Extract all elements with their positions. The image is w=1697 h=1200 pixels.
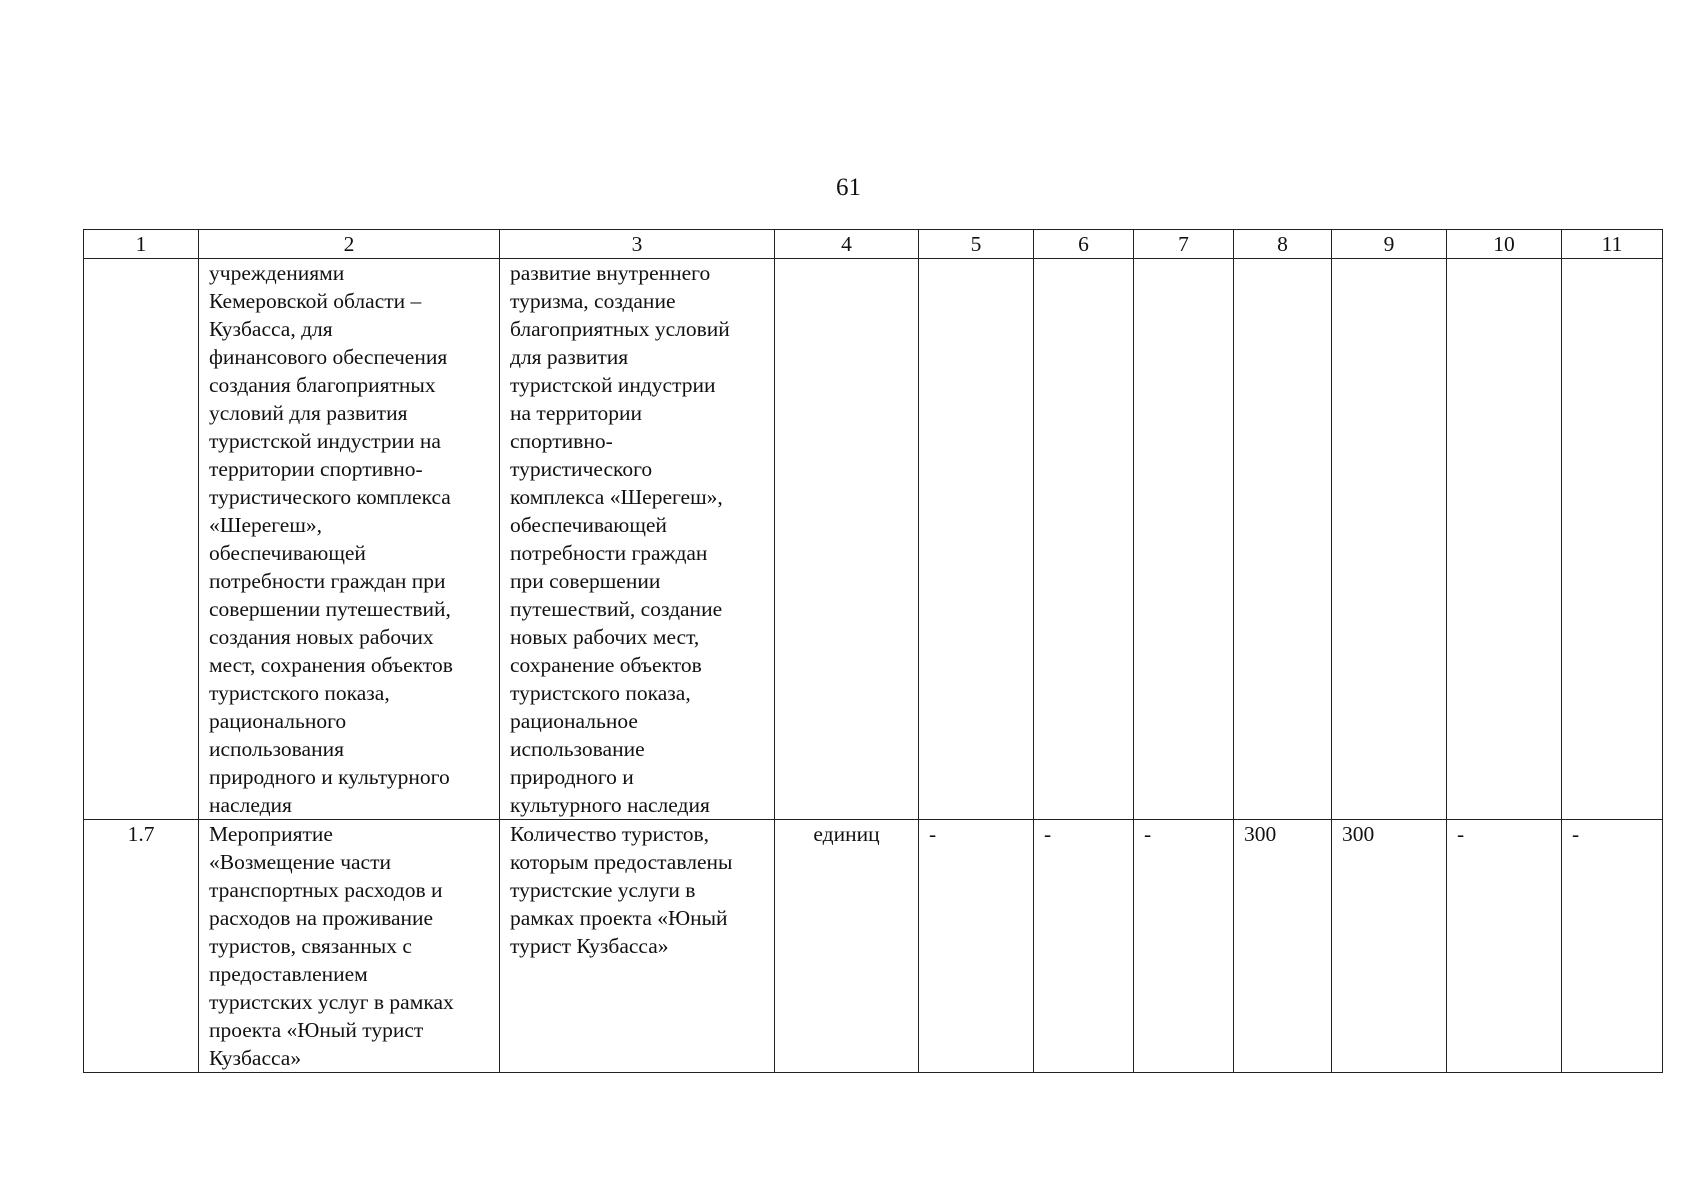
row-number-cell: 1.7 (84, 820, 199, 1073)
value-cell-9: 300 (1332, 820, 1447, 1073)
unit-cell (775, 259, 919, 820)
value-cell-8: 300 (1234, 820, 1332, 1073)
header-cell-5: 5 (919, 230, 1034, 259)
header-cell-3: 3 (500, 230, 775, 259)
header-row (84, 230, 1663, 259)
row-number-cell (84, 259, 199, 820)
value-cell-7: - (1134, 820, 1234, 1073)
indicator-description-cell: развитие внутреннего туризма, создание благоприятных условий для развития туристской индустрии на территории спортивно- туристического комплекса «Шерегеш», обеспечивающей потребности граждан при совершении путешествий, создание новых рабочих мест, сохранение объектов туристского показа, рациональное использование природного и культурного наследия (500, 259, 775, 820)
event-description-cell: Мероприятие «Возмещение части транспортных расходов и расходов на проживание туристов, связанных с предоставлением туристских услуг в рамках проекта «Юный турист Кузбасса» (199, 820, 500, 1073)
value-cell-5 (919, 259, 1034, 820)
table-row (84, 259, 1663, 820)
header-cell-11: 11 (1562, 230, 1663, 259)
value-cell-6 (1034, 259, 1134, 820)
table-row (84, 820, 1663, 1073)
value-cell-11: - (1562, 820, 1663, 1073)
value-cell-8 (1234, 259, 1332, 820)
header-cell-6: 6 (1034, 230, 1134, 259)
header-cell-7: 7 (1134, 230, 1234, 259)
page-number: 61 (836, 174, 861, 201)
value-cell-7 (1134, 259, 1234, 820)
event-description-cell: учреждениями Кемеровской области – Кузбасса, для финансового обеспечения создания благоприятных условий для развития туристской индустрии на территории спортивно- туристического комплекса «Шерегеш», обеспечивающей потребности граждан при совершении путешествий, создания новых рабочих мест, сохранения объектов туристского показа, рационального использования природного и культурного наследия (199, 259, 500, 820)
value-cell-10: - (1447, 820, 1562, 1073)
header-cell-8: 8 (1234, 230, 1332, 259)
header-cell-2: 2 (199, 230, 500, 259)
value-cell-10 (1447, 259, 1562, 820)
value-cell-11 (1562, 259, 1663, 820)
unit-cell: единиц (775, 820, 919, 1073)
indicator-description-cell: Количество туристов, которым предоставлены туристские услуги в рамках проекта «Юный турист Кузбасса» (500, 820, 775, 1073)
header-cell-9: 9 (1332, 230, 1447, 259)
indicators-table (83, 229, 1663, 1073)
header-cell-10: 10 (1447, 230, 1562, 259)
header-cell-1: 1 (84, 230, 199, 259)
header-cell-4: 4 (775, 230, 919, 259)
value-cell-9 (1332, 259, 1447, 820)
value-cell-5: - (919, 820, 1034, 1073)
value-cell-6: - (1034, 820, 1134, 1073)
